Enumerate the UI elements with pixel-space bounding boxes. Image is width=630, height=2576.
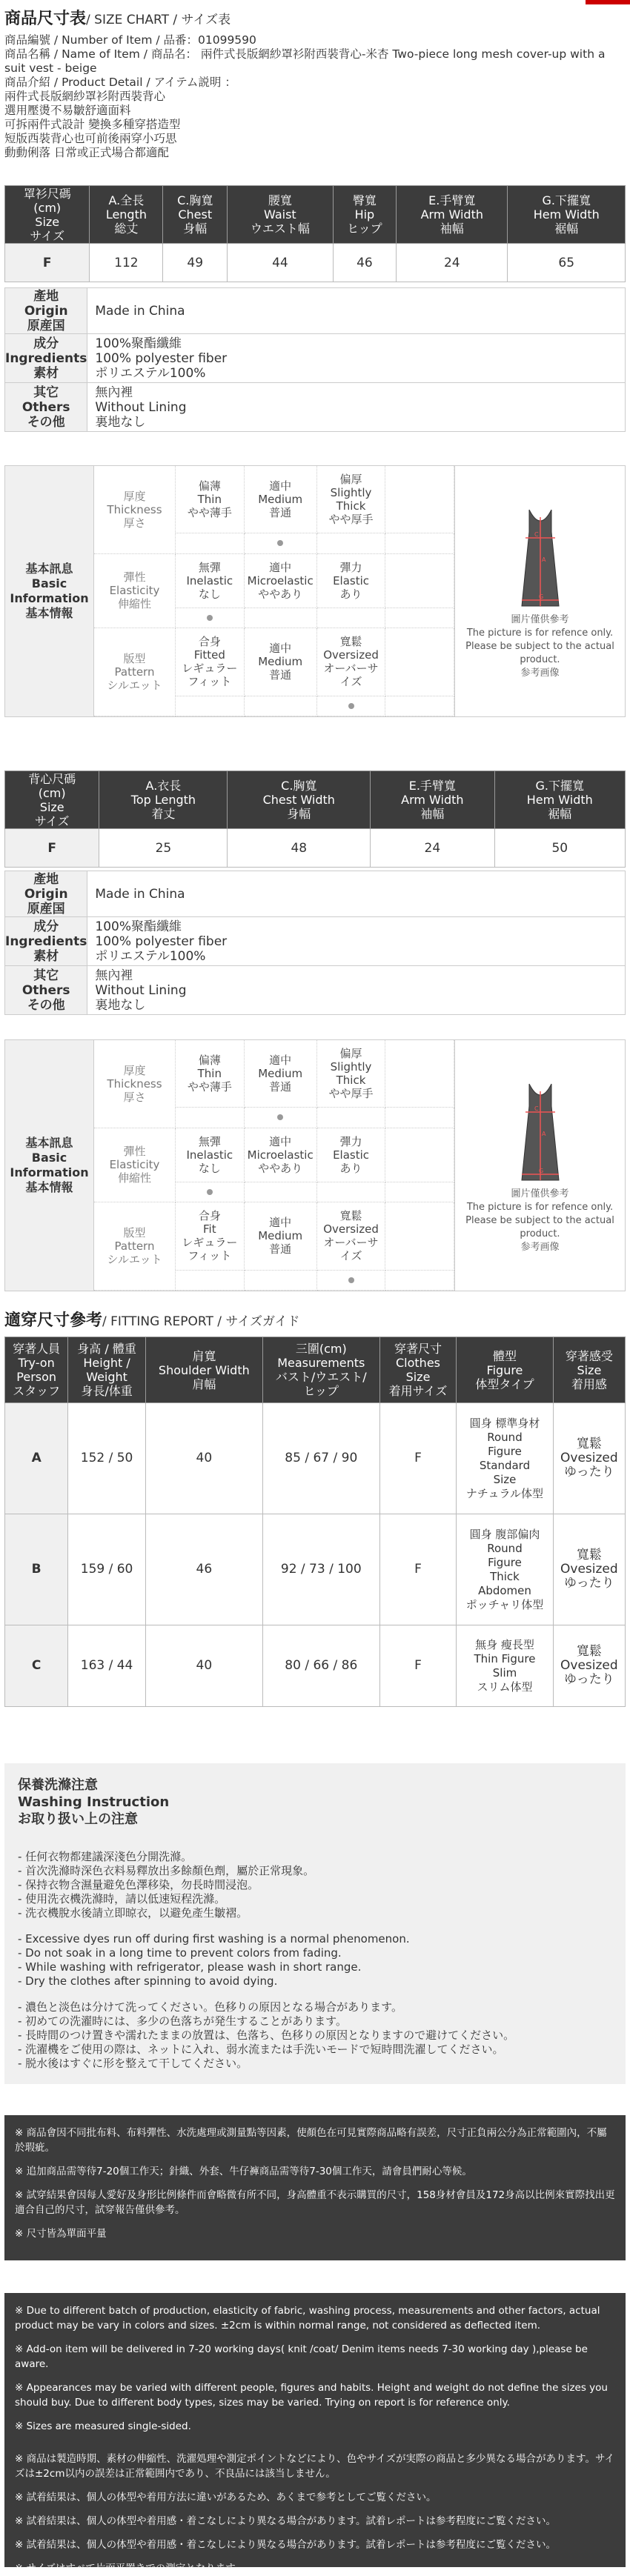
ingredient-line: 100% polyester fiber: [95, 350, 228, 366]
fit-cell: A: [5, 1403, 68, 1514]
basic-option: 寬鬆 Oversized オーバーサイズ: [317, 1202, 386, 1270]
fit-col-header: 穿著感受 Size 着用感: [553, 1337, 625, 1403]
fit-cell: B: [5, 1514, 68, 1625]
basic-option-empty: [385, 533, 454, 553]
fit-cell: 40: [145, 1403, 262, 1514]
basic-info-coverup: [4, 465, 626, 717]
basic-option: 偏厚 Slightly Thick やや厚手: [317, 466, 386, 533]
size-cell: 48: [228, 829, 371, 868]
others-line: 裏地なし: [95, 997, 146, 1013]
basic-option-empty: [385, 628, 454, 696]
basic-row-label: 版型 Pattern シルエット: [94, 628, 176, 716]
diagram-note: product.: [520, 1228, 560, 1239]
basic-option: 適中 Medium 普通: [245, 466, 317, 533]
selected-dot-icon: [207, 615, 213, 621]
svg-text:G: G: [538, 593, 543, 600]
basic-row-label: 厚度 Thickness 厚さ: [94, 1040, 176, 1128]
basic-option: 適中 Medium 普通: [245, 628, 317, 696]
size-cell: F: [5, 829, 99, 868]
notes-zh: [4, 2115, 626, 2260]
size-col-header: G.下擺寬 Hem Width 裾幅: [494, 771, 625, 829]
diagram-note: The picture is for refence only.: [466, 628, 614, 639]
info-line: 商品介紹 / Product Detail / アイテム説明 ：: [4, 76, 236, 89]
info-line: 動動俐落 日常或正式場合都適配: [4, 146, 169, 159]
others-value: [87, 966, 626, 1015]
fit-col-header: 穿著人員 Try-on Person スタッフ: [5, 1337, 68, 1403]
note-line: ※ サイズはすべて片面平置きでの測定となります。: [15, 2563, 245, 2575]
basic-option-marker: [245, 1108, 317, 1128]
basic-option-marker: [176, 1108, 245, 1128]
dress-diagram-icon: [496, 502, 585, 613]
size-cell: 24: [397, 244, 508, 282]
fit-col-header: 體型 Figure 体型タイプ: [457, 1337, 553, 1403]
basic-row-label: 彈性 Elasticity 伸縮性: [94, 554, 176, 629]
fit-cell: 46: [145, 1514, 262, 1625]
wash-item: - While washing with refrigerator, please wash in short range.: [18, 1960, 362, 1974]
basic-option: 無彈 Inelastic なし: [176, 1128, 245, 1182]
note-line: ※ Due to different batch of production, elasticity of fabric, washing process, measurements and other factors, actual product may be vary in colors and sizes. ±2cm is within normal range, not considered as deflected item.: [15, 2305, 600, 2332]
wash-item: - Do not soak in a long time to prevent colors from fading.: [18, 1946, 342, 1960]
basic-option-marker: [245, 696, 317, 716]
size-col-header: 腰寬 Waist ウエスト幅: [228, 186, 334, 244]
selected-dot-icon: [277, 540, 283, 546]
diagram-note: The picture is for refence only.: [466, 1202, 614, 1213]
ingredient-line: 100%聚酯纖維: [95, 919, 182, 934]
wash-list-en: [18, 1932, 612, 1988]
origin-label-text: 產地 Origin 原産国: [24, 871, 68, 916]
fit-cell: 92 / 73 / 100: [262, 1514, 379, 1625]
basic-option: 合身 Fitted レギュラーフィット: [176, 628, 245, 696]
fit-cell: C: [5, 1625, 68, 1707]
size-col-header: 罩衫尺碼 (cm) Size サイズ: [5, 186, 90, 244]
size-col-header: A.衣長 Top Length 着丈: [99, 771, 228, 829]
svg-text:A: A: [541, 1131, 546, 1137]
info-line: 兩件式長版網紗罩衫附西裝背心: [4, 90, 166, 103]
wash-item: - 濃色と淡色は分けて洗ってください。色移りの原因となる場合があります。: [18, 2000, 402, 2014]
basic-option-empty: [385, 554, 454, 608]
others-line: Without Lining: [95, 399, 187, 415]
wash-item: - 脱水後はすぐに形を整えて干してください。: [18, 2057, 248, 2070]
size-col-header: 臀寬 Hip ヒップ: [333, 186, 396, 244]
origin-label: [5, 871, 87, 917]
wash-item: - 長時間のつけ置きや濡れたままの放置は、色落ち、色移りの原因となりますので避けてください。: [18, 2028, 515, 2042]
ingredients-label: [5, 917, 87, 966]
selected-dot-icon: [348, 703, 354, 709]
size-chart-title-en: / SIZE CHART / サイズ表: [86, 13, 231, 27]
basic-option: 無彈 Inelastic なし: [176, 554, 245, 608]
diagram-note: 参考画像: [520, 668, 560, 679]
basic-option: 彈力 Elastic あり: [317, 1128, 386, 1182]
size-col-header: E.手臂寬 Arm Width 袖幅: [397, 186, 508, 244]
basic-option: 偏厚 Slightly Thick やや厚手: [317, 1040, 386, 1108]
ingredients-label: [5, 334, 87, 383]
note-line: ※ 商品は製造時期、素材の伸縮性、洗濯処理や測定ポイントなどにより、色やサイズが実際の商品と多少異なる場合があります。サイズは±2cm以内の誤差は正常範囲内であり、不良品には該当しません。: [15, 2453, 614, 2480]
fit-cell: 40: [145, 1625, 262, 1707]
size-cell: 44: [228, 244, 334, 282]
note-line: ※ Appearances may be varied with different people, figures and habits. Height and weight do not define the sizes you should buy. Due to different body types, sizes may be varied. Trying on report is for reference only.: [15, 2382, 608, 2409]
basic-option: 適中 Microelastic ややあり: [245, 1128, 317, 1182]
basic-option-marker: [317, 533, 386, 553]
diagram-note: 圖片僅供參考: [511, 1188, 569, 1199]
basic-option-empty: [385, 1271, 454, 1291]
info-line: suit vest - beige: [4, 61, 97, 75]
wash-item: - 洗衣機脫水後請立即晾衣，以避免產生皺褶。: [18, 1906, 248, 1920]
info-line: 可拆兩件式設計 變換多種穿搭造型: [4, 118, 181, 131]
notes-en: [4, 2293, 626, 2453]
wash-list-ja: [18, 2000, 612, 2071]
basic-option-marker: [317, 1182, 386, 1202]
others-line: 無內裡: [95, 385, 133, 400]
basic-option-empty: [385, 696, 454, 716]
wash-item: - 洗濯機をご使用の際は、ネットに入れ、弱水流または手洗いモードで短時間洗濯してください。: [18, 2043, 504, 2056]
basic-option-marker: [176, 1182, 245, 1202]
basic-info-label: 基本訊息 Basic Information 基本情報: [5, 466, 94, 716]
basic-option-marker: [176, 533, 245, 553]
basic-option-empty: [385, 1108, 454, 1128]
ingredient-line: ポリエステル100%: [95, 948, 206, 964]
basic-row-label: 彈性 Elasticity 伸縮性: [94, 1128, 176, 1203]
basic-option-empty: [385, 608, 454, 628]
fit-col-header: 穿著尺寸 Clothes Size 着用サイズ: [379, 1337, 456, 1403]
basic-info-label: 基本訊息 Basic Information 基本情報: [5, 1040, 94, 1291]
fit-cell: F: [379, 1403, 456, 1514]
basic-option: 合身 Fit レギュラーフィット: [176, 1202, 245, 1270]
basic-option: 適中 Microelastic ややあり: [245, 554, 317, 608]
wash-item: - Excessive dyes run off during first washing is a normal phenomenon.: [18, 1932, 410, 1946]
fit-cell: 圓身 標準身材 Round Figure Standard Size ナチュラル体型: [457, 1403, 553, 1514]
details-table-vest: [4, 871, 626, 1015]
note-line: ※ 追加商品需等待7-20個工作天；針織、外套、牛仔褲商品需等待7-30個工作天，請會員們耐心等候。: [15, 2166, 472, 2177]
basic-option: 偏薄 Thin やや薄手: [176, 466, 245, 533]
basic-option: 寬鬆 Oversized オーバーサイズ: [317, 628, 386, 696]
basic-option-marker: [245, 1271, 317, 1291]
note-line: ※ 試穿結果會因每人愛好及身形比例條件而會略微有所不同，身高體重不表示購買的尺寸，158身材會員及172身高以比例來實際找出更適合自己的尺寸，試穿報告僅供參考。: [15, 2189, 615, 2216]
wash-list-zh: [18, 1850, 612, 1920]
diagram-note: Please be subject to the actual: [465, 641, 614, 652]
size-cell: 112: [90, 244, 163, 282]
note-line: ※ Add-on item will be delivered in 7-20 working days( knit /coat/ Denim items needs 7-30 working day ),please be aware.: [15, 2343, 588, 2370]
fit-cell: 寬鬆 Ovesized ゆったり: [553, 1625, 625, 1707]
svg-text:C: C: [534, 1105, 539, 1112]
selected-dot-icon: [207, 1189, 213, 1195]
basic-option-marker: [245, 608, 317, 628]
wash-title-en: Washing Instruction: [18, 1794, 170, 1810]
selected-dot-icon: [348, 1277, 354, 1283]
others-label: [5, 383, 87, 432]
info-line: 商品名稱 / Name of Item / 商品名： 兩件式長版網紗罩衫附西裝背心-米杏 Two-piece long mesh cover-up with a: [4, 47, 606, 61]
wash-item: - 任何衣物都建議深淺色分開洗滌。: [18, 1850, 193, 1863]
size-chart-title: 商品尺寸表: [4, 10, 87, 28]
washing-instruction: [4, 1763, 626, 2084]
fitting-report: [4, 1308, 626, 1707]
wash-item: - 保持衣物含濕量避免色澤移染，勿長時間浸泡。: [18, 1878, 259, 1891]
fit-col-header: 肩寬 Shoulder Width 肩幅: [145, 1337, 262, 1403]
basic-row-label: 版型 Pattern シルエット: [94, 1202, 176, 1291]
size-table-vest: [4, 771, 626, 868]
size-table-coverup: [4, 185, 626, 282]
others-value: [87, 383, 626, 432]
size-col-header: C.胸寬 Chest Width 身幅: [228, 771, 371, 829]
fitting-report-title-en: / FITTING REPORT / サイズガイド: [102, 1314, 300, 1329]
basic-option: 彈力 Elastic あり: [317, 554, 386, 608]
basic-option-marker: [176, 1271, 245, 1291]
diagram-note: product.: [520, 654, 560, 665]
note-line: ※ 商品會因不同批布料、布料彈性、水洗處理或測量點等因素，使顏色在可見實際商品略有誤差，尺寸正負兩公分為正常範圍內，不屬於瑕疵。: [15, 2127, 607, 2154]
details-table-coverup: [4, 287, 626, 432]
basic-option-marker: [317, 608, 386, 628]
basic-option-marker: [245, 1182, 317, 1202]
diagram-note: Please be subject to the actual: [465, 1215, 614, 1226]
wash-title-zh: 保養洗滌注意: [18, 1777, 98, 1793]
wash-item: - Dry the clothes after spinning to avoid dying.: [18, 1974, 278, 1988]
svg-text:G: G: [538, 1168, 543, 1174]
basic-info-grid: [94, 1040, 454, 1291]
basic-option: 偏薄 Thin やや薄手: [176, 1040, 245, 1108]
size-cell: 24: [371, 829, 494, 868]
info-line: 商品編號 / Number of Item / 品番：01099590: [4, 33, 256, 47]
wash-item: - 首次洗滌時深色衣料易釋放出多餘顏色劑，屬於正常現象。: [18, 1864, 315, 1877]
ingredients-value: [87, 917, 626, 966]
size-chart-header: [4, 6, 626, 160]
basic-option-empty: [385, 1182, 454, 1202]
fit-cell: 寬鬆 Ovesized ゆったり: [553, 1403, 625, 1514]
basic-option-marker: [317, 1271, 386, 1291]
fit-cell: 寬鬆 Ovesized ゆったり: [553, 1514, 625, 1625]
size-cell: 49: [163, 244, 228, 282]
size-cell: 46: [333, 244, 396, 282]
size-cell: 65: [508, 244, 626, 282]
basic-option-marker: [176, 696, 245, 716]
diagram-panel: [454, 466, 625, 716]
basic-option-empty: [385, 1202, 454, 1270]
product-info: [4, 33, 626, 160]
ingredient-line: 100% polyester fiber: [95, 933, 228, 949]
origin-label: [5, 288, 87, 334]
fit-cell: 85 / 67 / 90: [262, 1403, 379, 1514]
fit-col-header: 三圍(cm) Measurements バスト/ウエスト/ ヒップ: [262, 1337, 379, 1403]
note-line: ※ 試着結果は、個人の体型や着用感・着こなしにより異なる場合があります。試着レポートは参考程度にご覧ください。: [15, 2515, 557, 2527]
note-line: ※ 尺寸皆為單面平量: [15, 2228, 107, 2240]
note-line: ※ 試着結果は、個人の体型や着用方法に違いがあるため、あくまで参考としてご覧ください。: [15, 2492, 437, 2503]
info-line: 選用壓燙不易皺舒適面料: [4, 104, 131, 117]
fitting-report-title: 適穿尺寸參考: [4, 1311, 103, 1330]
size-cell: 25: [99, 829, 228, 868]
wash-item: - 初めての洗濯時には、多少の色落ちが発生することがあります。: [18, 2014, 347, 2028]
ingredients-label-text: 成分 Ingredients 素材: [5, 336, 87, 381]
fit-cell: 無身 瘦長型 Thin Figure Slim スリム体型: [457, 1625, 553, 1707]
fit-cell: F: [379, 1514, 456, 1625]
basic-option-empty: [385, 1128, 454, 1182]
basic-option-empty: [385, 466, 454, 533]
origin-value: Made in China: [87, 871, 626, 917]
note-line: ※ 試着結果は、個人の体型や着用感・着こなしにより異なる場合があります。試着レポートは参考程度にご覧ください。: [15, 2539, 557, 2551]
size-col-header: G.下擺寬 Hem Width 裾幅: [508, 186, 626, 244]
others-line: 裏地なし: [95, 414, 146, 430]
diagram-note: 圖片僅供參考: [511, 614, 569, 625]
fit-col-header: 身高 / 體重 Height / Weight 身長/体重: [68, 1337, 146, 1403]
selected-dot-icon: [277, 1114, 283, 1120]
ingredients-value: [87, 334, 626, 383]
origin-value: Made in China: [87, 288, 626, 334]
basic-option-marker: [317, 696, 386, 716]
others-line: Without Lining: [95, 982, 187, 998]
basic-row-label: 厚度 Thickness 厚さ: [94, 466, 176, 554]
ingredient-line: ポリエステル100%: [95, 365, 206, 381]
ingredients-label-text: 成分 Ingredients 素材: [5, 919, 87, 964]
ingredient-line: 100%聚酯纖維: [95, 336, 182, 351]
basic-info-vest: [4, 1039, 626, 1291]
size-cell: 50: [494, 829, 625, 868]
note-line: ※ Sizes are measured single-sided.: [15, 2420, 191, 2432]
fit-cell: 圓身 腹部偏肉 Round Figure Thick Abdomen ポッチャリ体型: [457, 1514, 553, 1625]
basic-option-marker: [317, 1108, 386, 1128]
svg-text:A: A: [541, 556, 546, 563]
basic-option-marker: [245, 533, 317, 553]
others-label: [5, 966, 87, 1015]
size-col-header: C.胸寬 Chest 身幅: [163, 186, 228, 244]
basic-option: 適中 Medium 普通: [245, 1040, 317, 1108]
fit-cell: 80 / 66 / 86: [262, 1625, 379, 1707]
size-col-header: E.手臂寬 Arm Width 袖幅: [371, 771, 494, 829]
diagram-note: 参考画像: [520, 1242, 560, 1253]
svg-text:C: C: [534, 531, 539, 538]
basic-option-empty: [385, 1040, 454, 1108]
wash-item: - 使用洗衣機洗滌時，請以低速短程洗滌。: [18, 1892, 226, 1906]
basic-option-marker: [176, 608, 245, 628]
fit-cell: F: [379, 1625, 456, 1707]
basic-option: 適中 Medium 普通: [245, 1202, 317, 1270]
basic-info-grid: [94, 466, 454, 716]
fit-cell: 152 / 50: [68, 1403, 146, 1514]
size-cell: F: [5, 244, 90, 282]
wash-title-ja: お取り扱い上の注意: [18, 1811, 138, 1827]
size-col-header: 背心尺碼 (cm) Size サイズ: [5, 771, 99, 829]
info-line: 短版西裝背心也可前後兩穿小巧思: [4, 132, 177, 145]
others-line: 無內裡: [95, 968, 133, 983]
fit-cell: 163 / 44: [68, 1625, 146, 1707]
others-label-text: 其它 Others その他: [21, 385, 70, 430]
dress-diagram-icon: [496, 1076, 585, 1188]
fit-cell: 159 / 60: [68, 1514, 146, 1625]
others-label-text: 其它 Others その他: [21, 968, 70, 1013]
notes-ja: [4, 2441, 626, 2575]
diagram-panel: [454, 1040, 625, 1291]
size-col-header: A.全長 Length 総丈: [90, 186, 163, 244]
top-accent-bar: [586, 0, 630, 4]
origin-label-text: 產地 Origin 原産国: [24, 288, 68, 333]
